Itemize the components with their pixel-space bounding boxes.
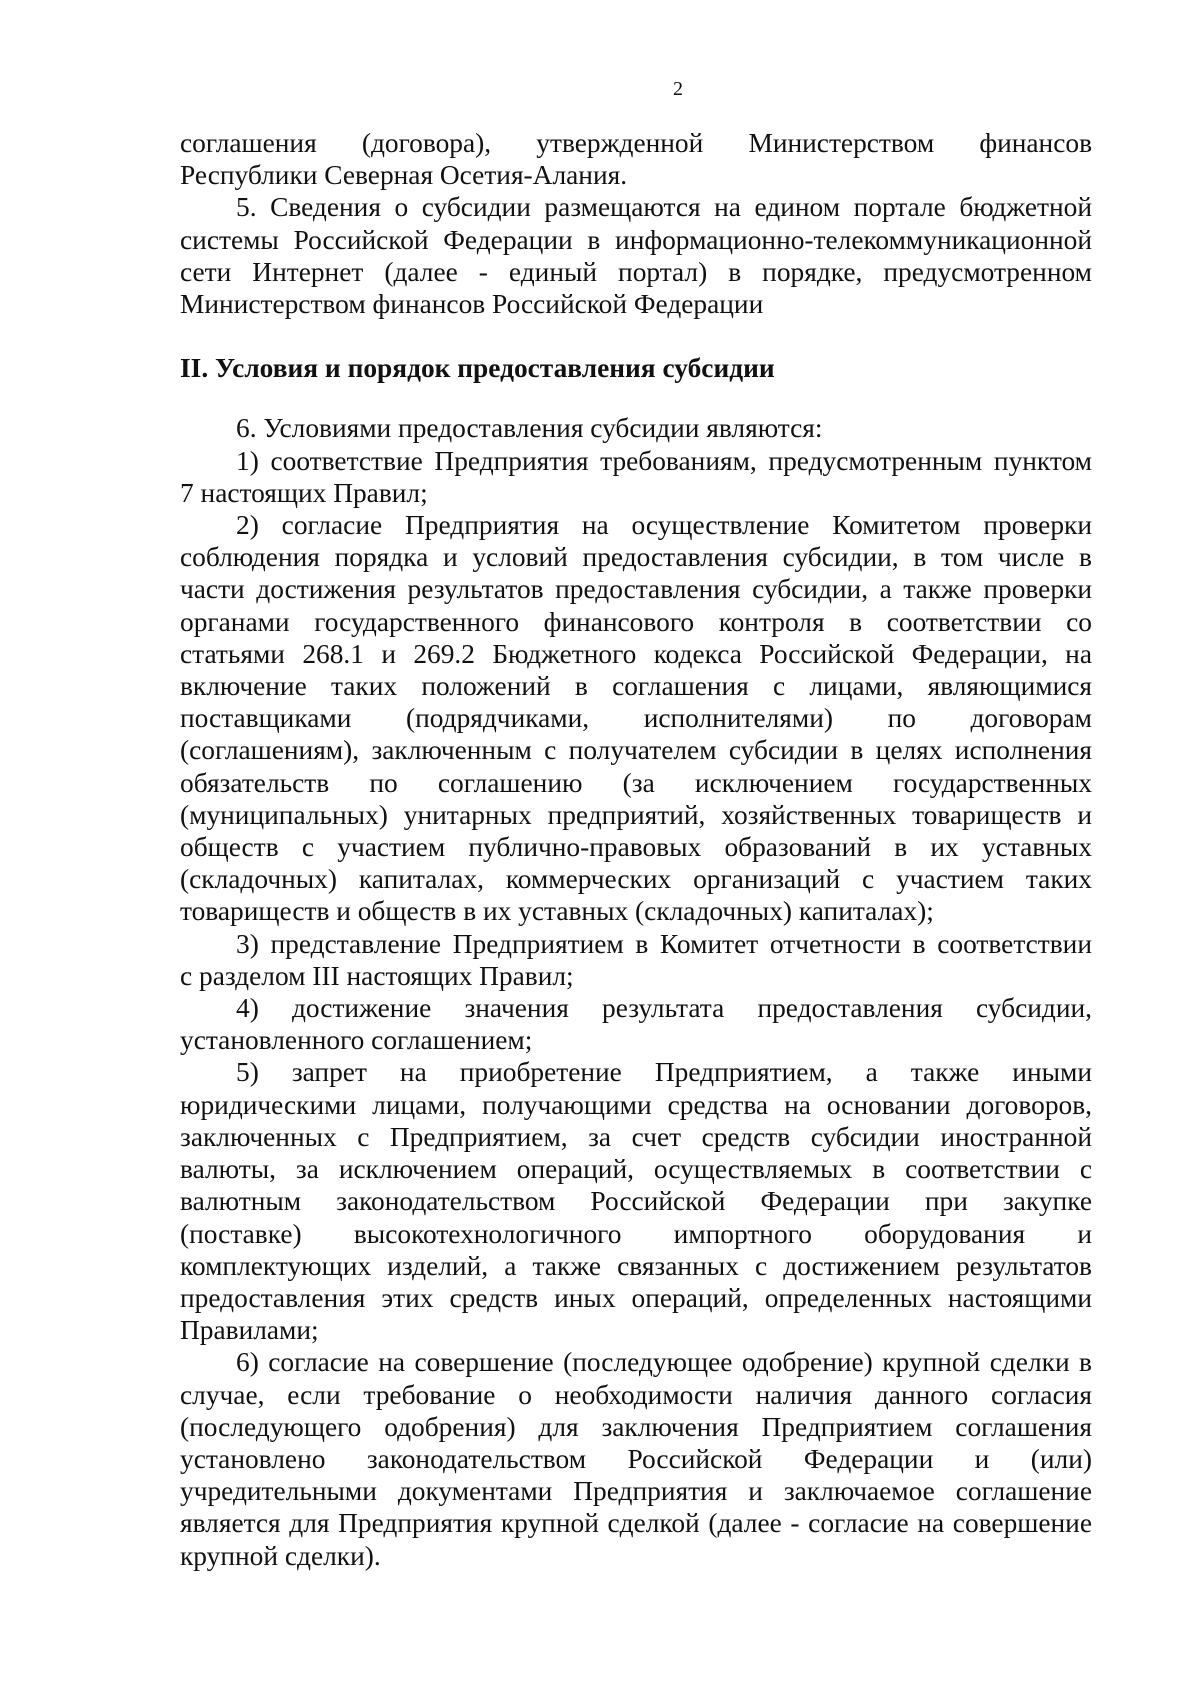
text-line: 4) достижение значения результата предоставления субсидии, — [236, 993, 1092, 1024]
text-line: является для Предприятия крупной сделкой (далее - согласие на совершение — [180, 1508, 1092, 1539]
text-line: поставщиками (подрядчиками, исполнителями) по договорам — [180, 703, 1092, 734]
paragraph — [180, 1056, 1092, 1346]
text-line: учредительными документами Предприятия и заключаемое соглашение — [180, 1476, 1092, 1507]
paragraph — [180, 127, 1092, 191]
text-line: включение таких положений в соглашения с лицами, являющимися — [180, 671, 1092, 702]
text-line: (последующего одобрения) для заключения Предприятием соглашения — [180, 1411, 1092, 1442]
text-line: Министерством финансов Российской Федерации — [180, 289, 764, 320]
text-line: соблюдения порядка и условий предоставления субсидии, в том числе в — [180, 542, 1092, 573]
paragraph — [180, 509, 1092, 928]
text-line: (поставке) высокотехнологичного импортного оборудования и — [180, 1218, 1092, 1249]
text-line: системы Российской Федерации в информационно-телекоммуникационной — [180, 224, 1092, 255]
text-line: валютным законодательством Российской Федерации при закупке — [180, 1186, 1092, 1217]
paragraph — [180, 412, 1092, 444]
text-line: случае, если требование о необходимости наличия данного согласия — [180, 1379, 1092, 1410]
text-line: крупной сделки). — [180, 1540, 381, 1571]
paragraph — [180, 928, 1092, 992]
text-line: сети Интернет (далее - единый портал) в порядке, предусмотренном — [180, 256, 1092, 287]
text-line: (муниципальных) унитарных предприятий, хозяйственных товариществ и — [180, 799, 1092, 830]
text-line: статьями 268.1 и 269.2 Бюджетного кодекса Российской Федерации, на — [180, 638, 1092, 669]
text-line: 6) согласие на совершение (последующее одобрение) крупной сделки в — [236, 1347, 1092, 1378]
text-line: установлено законодательством Российской Федерации и (или) — [180, 1443, 1092, 1474]
text-line: 3) представление Предприятием в Комитет отчетности в соответствии — [236, 928, 1092, 959]
text-line: Правилами; — [180, 1315, 319, 1346]
text-line: части достижения результатов предоставления субсидии, а также проверки — [180, 574, 1092, 605]
text-line: 7 настоящих Правил; — [180, 477, 428, 508]
text-line: обществ с участием публично-правовых образований в их уставных — [180, 832, 1092, 863]
text-line: установленного соглашением; — [180, 1025, 533, 1056]
text-line: Республики Северная Осетия-Алания. — [180, 160, 628, 191]
text-line: заключенных с Предприятием, за счет средств субсидии иностранной — [180, 1121, 1092, 1152]
text-line: (соглашениям), заключенным с получателем субсидии в целях исполнения — [180, 735, 1092, 766]
text-line: с разделом III настоящих Правил; — [180, 960, 574, 991]
text-line: соглашения (договора), утвержденной Министерством финансов — [180, 128, 1092, 158]
section-heading: II. Условия и порядок предоставления субсидии — [180, 353, 775, 384]
text-line: 1) соответствие Предприятия требованиям, предусмотренным пунктом — [236, 445, 1092, 476]
text-line: органами государственного финансового контроля в соответствии со — [180, 606, 1092, 637]
text-line: комплектующих изделий, а также связанных с достижением результатов — [180, 1250, 1092, 1281]
intro-paragraphs — [180, 127, 1092, 320]
conditions-paragraphs — [180, 412, 1092, 1571]
text-line: юридическими лицами, получающими средства на основании договоров, — [180, 1089, 1092, 1120]
text-line: товариществ и обществ в их уставных (складочных) капиталах); — [180, 896, 934, 927]
text-line: (складочных) капиталах, коммерческих организаций с участием таких — [180, 864, 1092, 895]
text-line: 5) запрет на приобретение Предприятием, а также иными — [236, 1057, 1092, 1088]
page-number: 2 — [673, 78, 683, 100]
document-body — [180, 127, 1092, 1572]
paragraph — [180, 191, 1092, 320]
text-line: 5. Сведения о субсидии размещаются на едином портале бюджетной — [236, 192, 1092, 223]
text-line: предоставления этих средств иных операций, определенных настоящими — [180, 1282, 1092, 1313]
paragraph — [180, 1346, 1092, 1571]
text-line: 6. Условиями предоставления субсидии являются: — [236, 413, 823, 444]
text-line: валюты, за исключением операций, осуществляемых в соответствии с — [180, 1154, 1092, 1185]
text-line: 2) согласие Предприятия на осуществление Комитетом проверки — [236, 510, 1092, 541]
paragraph — [180, 445, 1092, 509]
text-line: обязательств по соглашению (за исключением государственных — [180, 767, 1092, 798]
paragraph — [180, 992, 1092, 1056]
